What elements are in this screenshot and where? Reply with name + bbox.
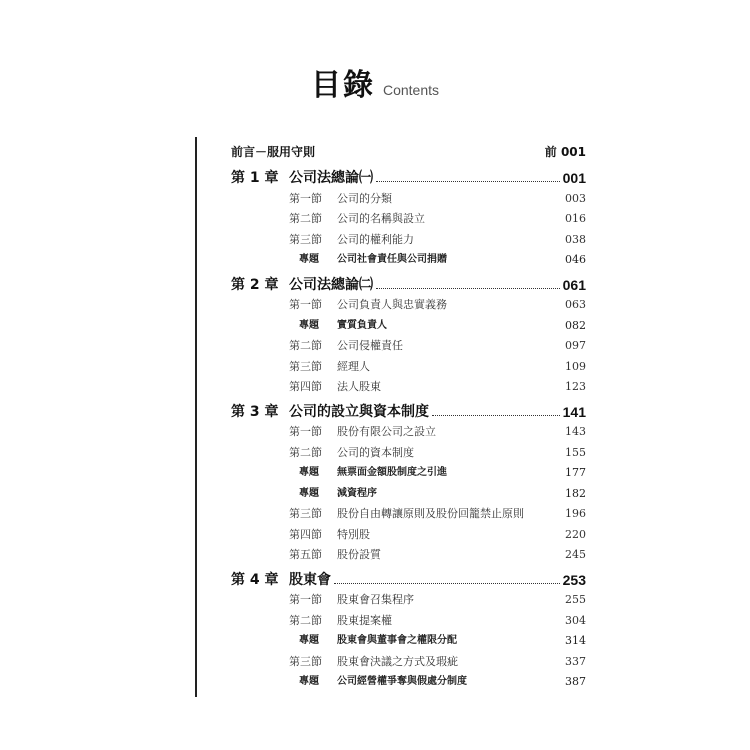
entry-title: 股東會召集程序 [337, 593, 414, 606]
entry-title: 法人股東 [337, 380, 381, 393]
entry-number: 第四節 [289, 527, 322, 541]
entry-title: 公司的資本制度 [337, 445, 414, 459]
entry-title: 經理人 [337, 359, 370, 373]
entry-title: 實質負責人 [337, 319, 387, 331]
section-entry[interactable] [231, 189, 586, 210]
entry-title: 減資程序 [337, 487, 377, 499]
section-entry[interactable] [231, 295, 586, 316]
entry-number: 第三節 [289, 359, 322, 373]
chapter-entry[interactable] [231, 168, 586, 189]
entry-title: 股東會 [289, 571, 331, 588]
entry-page: 245 [565, 548, 586, 561]
entry-number: 第一節 [289, 425, 322, 438]
entry-page: 255 [565, 593, 586, 606]
entry-number: 專題 [299, 467, 319, 478]
entry-page: 304 [565, 613, 586, 627]
entry-number: 第三節 [289, 232, 322, 246]
entry-page: 141 [562, 403, 586, 420]
section-entry[interactable] [231, 336, 586, 357]
vertical-rule [195, 137, 197, 697]
preface-entry[interactable] [231, 140, 586, 164]
entry-title: 公司負責人與忠實義務 [337, 298, 447, 311]
entry-page: 003 [565, 191, 586, 205]
section-entry[interactable] [231, 652, 586, 673]
entry-number: 第 1 章 [231, 170, 279, 186]
section-entry[interactable] [231, 611, 586, 632]
section-entry[interactable] [231, 590, 586, 611]
section-entry[interactable] [231, 377, 586, 398]
entry-page: 387 [565, 675, 586, 688]
special-topic-entry[interactable] [231, 316, 586, 337]
entry-page: 177 [565, 466, 586, 479]
entry-number: 第 4 章 [231, 571, 279, 588]
special-topic-entry[interactable] [231, 631, 586, 652]
entry-number: 第五節 [289, 548, 322, 561]
section-entry[interactable] [231, 357, 586, 378]
entry-page: 109 [565, 359, 586, 373]
entry-number: 專題 [299, 487, 319, 499]
entry-page: 337 [565, 654, 586, 668]
entry-page: 253 [562, 571, 586, 588]
section-entry[interactable] [231, 504, 586, 525]
table-of-contents [231, 140, 586, 693]
entry-number: 第二節 [289, 339, 322, 352]
entry-title: 股東會與董事會之權限分配 [337, 635, 457, 646]
entry-page: 314 [565, 634, 586, 647]
entry-title: 特別股 [337, 527, 370, 541]
entry-page: 038 [565, 232, 586, 246]
entry-page: 001 [562, 170, 586, 186]
entry-title: 公司的名稱與設立 [337, 212, 425, 225]
entry-number: 第二節 [289, 613, 322, 627]
entry-page: 016 [565, 212, 586, 225]
entry-title: 股東提案權 [337, 613, 392, 627]
entry-title: 公司社會責任與公司捐贈 [337, 254, 447, 265]
entry-title: 公司法總論㈡ [289, 276, 373, 293]
entry-title: 公司侵權責任 [337, 339, 403, 352]
chapter-entry[interactable] [231, 570, 586, 591]
entry-page: 082 [565, 318, 586, 332]
section-entry[interactable] [231, 525, 586, 546]
dot-leader [376, 168, 560, 182]
dot-leader [334, 570, 560, 584]
entry-page: 182 [565, 486, 586, 500]
entry-title: 股份自由轉讓原則及股份回籠禁止原則 [337, 507, 524, 520]
entry-number: 第一節 [289, 191, 322, 205]
section-entry[interactable] [231, 545, 586, 566]
entry-number: 專題 [299, 319, 319, 331]
toc-title-english: Contents [382, 82, 440, 98]
entry-page: 046 [565, 253, 586, 266]
entry-title: 公司的分類 [337, 191, 392, 205]
entry-number: 第三節 [289, 654, 322, 668]
chapter-entry[interactable] [231, 275, 586, 296]
entry-page: 123 [565, 380, 586, 393]
special-topic-entry[interactable] [231, 672, 586, 693]
special-topic-entry[interactable] [231, 250, 586, 271]
dot-leader [376, 275, 560, 289]
entry-page: 143 [565, 425, 586, 438]
toc-title: 目錄 [310, 68, 375, 103]
section-entry[interactable] [231, 443, 586, 464]
entry-number: 專題 [299, 635, 319, 646]
entry-page: 155 [565, 445, 586, 459]
entry-number: 第 3 章 [231, 403, 279, 420]
section-entry[interactable] [231, 209, 586, 230]
entry-page: 220 [565, 527, 586, 541]
entry-title: 股份設質 [337, 548, 381, 561]
entry-page: 196 [565, 507, 586, 520]
section-entry[interactable] [231, 422, 586, 443]
entry-title: 公司經營權爭奪與假處分制度 [337, 676, 467, 687]
entry-number: 第 2 章 [231, 276, 279, 293]
entry-title: 股份有限公司之設立 [337, 425, 436, 438]
entry-page: 097 [565, 339, 586, 352]
entry-number: 第二節 [289, 212, 322, 225]
entry-number: 第二節 [289, 445, 322, 459]
entry-number: 第三節 [289, 507, 322, 520]
entry-page: 063 [565, 298, 586, 311]
entry-title: 無票面金額股制度之引進 [337, 467, 447, 478]
entry-number: 專題 [299, 254, 319, 265]
entry-title: 公司法總論㈠ [289, 170, 373, 186]
chapter-entry[interactable] [231, 402, 586, 423]
toc-header [0, 60, 750, 104]
dot-leader [432, 402, 560, 416]
entry-number: 第一節 [289, 298, 322, 311]
entry-title: 股東會決議之方式及瑕疵 [337, 654, 458, 668]
special-topic-entry[interactable] [231, 484, 586, 505]
preface-page: 前 001 [544, 145, 586, 159]
entry-page: 061 [562, 276, 586, 293]
entry-title: 公司的權利能力 [337, 232, 414, 246]
section-entry[interactable] [231, 230, 586, 251]
entry-number: 專題 [299, 676, 319, 687]
entry-number: 第一節 [289, 593, 322, 606]
entry-title: 公司的設立與資本制度 [289, 403, 429, 420]
special-topic-entry[interactable] [231, 463, 586, 484]
entry-number: 第四節 [289, 380, 322, 393]
preface-label: 前言－服用守則 [231, 145, 316, 159]
